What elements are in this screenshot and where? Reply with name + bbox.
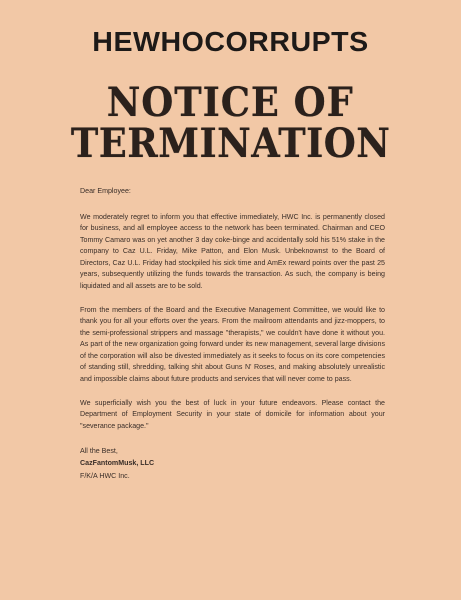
- closing: All the Best,: [80, 446, 118, 455]
- paragraph-1: We moderately regret to inform you that effective immediately, HWC Inc. is permanently closed for business, and all employee access to the network has been terminated. Chairman and CEO Tommy Camaro was on yet another 3 day coke-binge and accidentally sold his 51% stake in the company to Caz U.L. Friday, Mike Patton, and Elon Musk. Unbeknownst to the Board of Directors, Caz U.L. Friday had stockpiled his sick time and AmEx reward points over the past 25 years, subsequently utilizing the funds towards the transaction. As such, the company is being liquidated and all assets are to be sold.: [80, 212, 385, 290]
- paragraph-2: From the members of the Board and the Executive Management Committee, we would like to thank you for all your efforts over the years. From the mailroom attendants and jizz-moppers, to the semi-professional strippers and massage "therapists," we couldn't have done it without you. As part of the new organization going forward under its new management, several large divisions of the corporation will also be divested immediately as it seeks to focus on its core competencies of standing still, shredding, talking shit about Guns N' Roses, and making absolutely unrealistic and impossible claims about future products and services that will never come to pass.: [80, 305, 385, 383]
- company-name: HEWHOCORRUPTS: [92, 26, 369, 57]
- salutation: Dear Employee:: [80, 187, 131, 195]
- notice-title-line1: [0, 79, 461, 126]
- notice-title-line1-text: NOTICE OF: [107, 79, 354, 126]
- signature-org: CazFantomMusk, LLC: [80, 459, 155, 467]
- paragraph-3: We superficially wish you the best of luck in your future endeavors. Please contact the Department of Employment Security in your state of domicile for information about your "severance package.": [80, 398, 385, 430]
- notice-title-line2: [0, 120, 461, 167]
- signature-fka: F/K/A HWC Inc.: [80, 471, 130, 480]
- notice-title: [0, 79, 461, 167]
- signature-block: [80, 445, 385, 483]
- notice-title-line2-text: TERMINATION: [70, 120, 391, 167]
- letter-body: [80, 186, 385, 482]
